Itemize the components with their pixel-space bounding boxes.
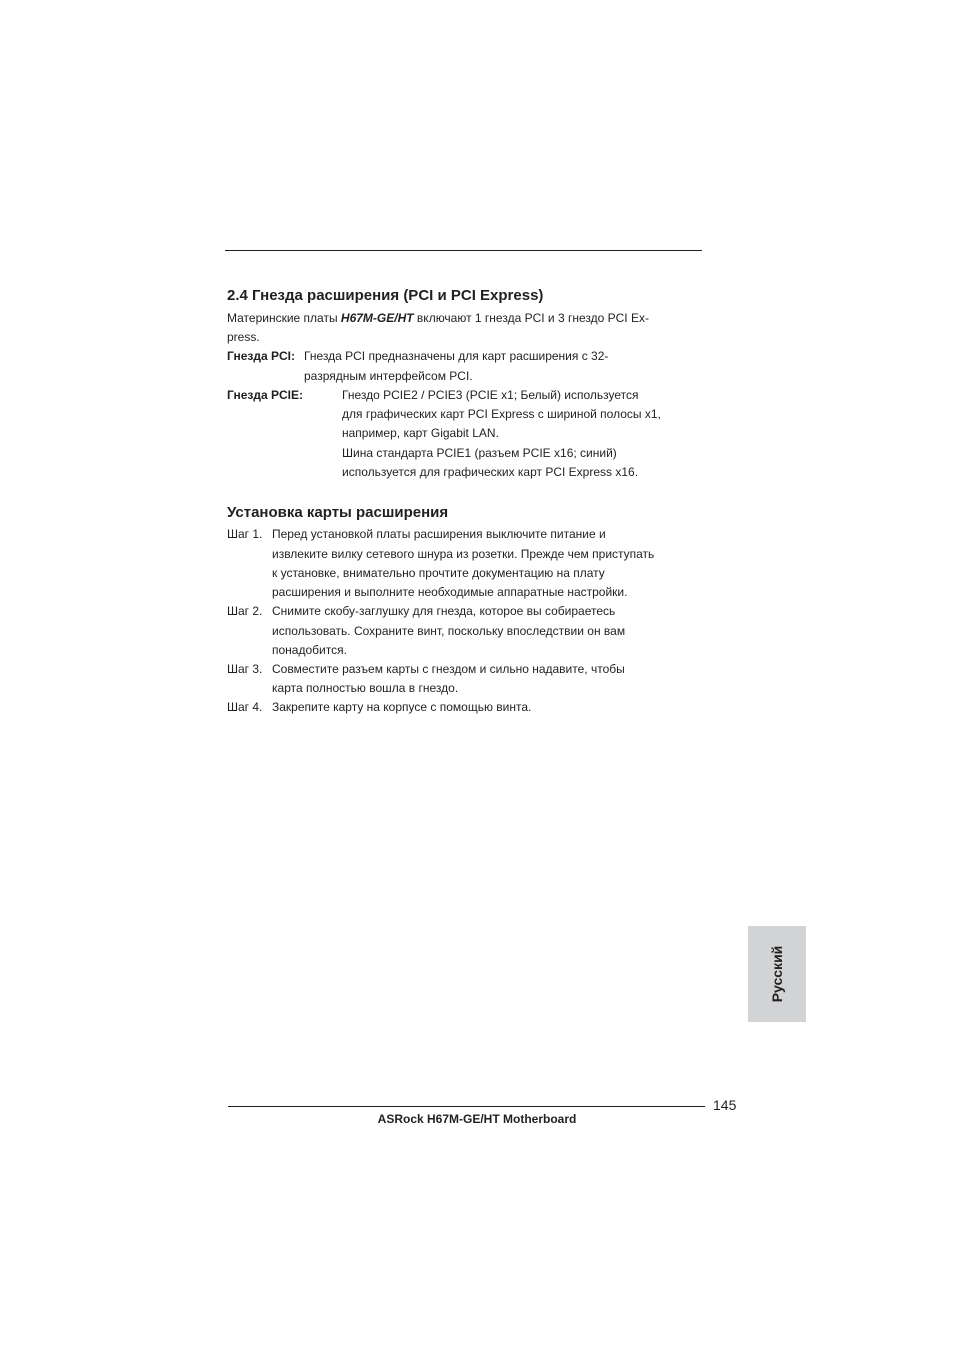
intro-line-2: press. [227,330,260,344]
install-title: Установка карты расширения [227,504,449,521]
step-text-line: извлеките вилку сетевого шнура из розетки. Прежде чем приступать [272,547,655,561]
step-text-line: Перед установкой платы расширения выключите питание и [272,527,606,541]
step-text-line: к установке, внимательно прочтите документацию на плату [272,566,605,580]
step-label: Шаг 4. [227,700,263,714]
step-text-line: Совместите разъем карты с гнездом и сильно надавите, чтобы [272,662,625,676]
pcie-text-line: Гнездо PCIE2 / PCIE3 (PCIE x1; Белый) используется [342,388,639,402]
footer-divider [228,1106,705,1107]
intro-suffix: включают 1 гнезда PCI и 3 гнездо PCI Ex- [413,311,649,325]
section-title: 2.4 Гнезда расширения (PCI и PCI Express) [227,287,544,304]
step-text-line: использовать. Сохраните винт, поскольку впоследствии он вам [272,624,626,638]
step-text-line: Снимите скобу-заглушку для гнезда, которое вы собираетесь [272,604,616,618]
language-tab [748,926,806,1022]
pcie-text-line: Шина стандарта PCIE1 (разъем PCIE x16; синий) [342,446,617,460]
step-text-line: Закрепите карту на корпусе с помощью винта. [272,700,532,714]
pcie-text-line: используется для графических карт PCI Express x16. [342,465,639,479]
top-divider [225,250,702,251]
pci-text-line-1: Гнезда PCI предназначены для карт расширения с 32- [304,349,609,363]
page-number: 145 [713,1097,737,1113]
pcie-text-line: например, карт Gigabit LAN. [342,426,499,440]
language-tab-label: Русский [769,945,785,1003]
step-label: Шаг 1. [227,527,263,541]
pcie-text-line: для графических карт PCI Express с шириной полосы x1, [342,407,661,421]
footer-text: ASRock H67M-GE/HT Motherboard [377,1112,577,1126]
intro-model: H67M-GE/HT [340,311,414,325]
intro-prefix: Материнские платы [227,311,341,325]
step-label: Шаг 2. [227,604,263,618]
intro-line-1 [227,309,649,329]
pci-text-line-2: разрядным интерфейсом PCI. [304,369,473,383]
step-label: Шаг 3. [227,662,263,676]
pcie-label: Гнезда PCIE: [227,388,304,402]
pci-label: Гнезда PCI: [227,349,296,363]
step-text-line: понадобится. [272,643,347,657]
step-text-line: расширения и выполните необходимые аппаратные настройки. [272,585,628,599]
step-text-line: карта полностью вошла в гнездо. [272,681,459,695]
